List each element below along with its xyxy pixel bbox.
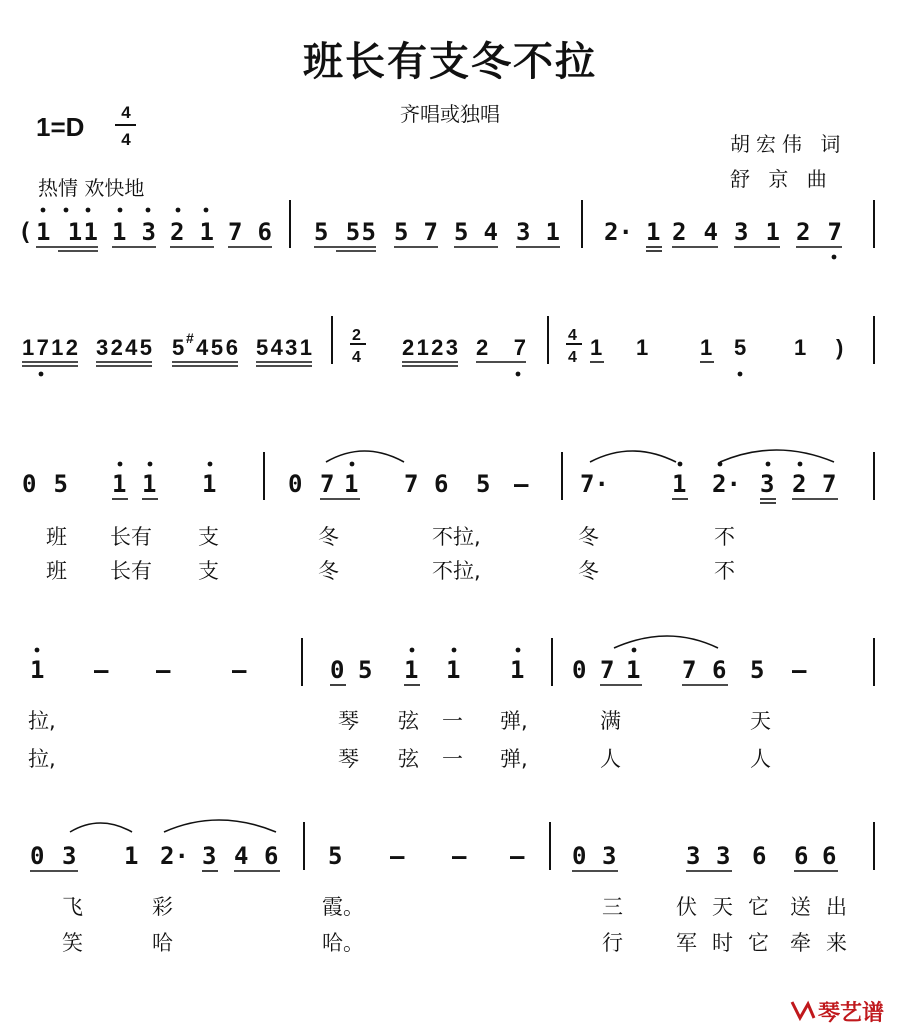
note: 3 (62, 842, 77, 870)
song-title: 班长有支冬不拉 (303, 39, 597, 85)
dash: – (156, 656, 171, 684)
note-group: 3 1 (516, 218, 560, 246)
lyric: 不拉, (432, 525, 481, 549)
note: 1 (510, 656, 525, 684)
octave-dots (118, 462, 803, 467)
dash: – (452, 842, 467, 870)
note: 3 (602, 842, 617, 870)
lyric: 弹, (500, 747, 528, 771)
note: 5 (476, 470, 491, 498)
lyric: 长有 (110, 559, 152, 583)
logo-mark-icon (792, 1002, 814, 1018)
note: 1 (590, 335, 603, 360)
note: 1 (112, 470, 127, 498)
note: 0 (572, 656, 587, 684)
note: 1 (30, 656, 45, 684)
note: 6 (264, 842, 279, 870)
note-group: 3 1 (734, 218, 780, 246)
lyric: 人 (750, 747, 771, 771)
lyric: 伏 (676, 895, 697, 919)
lyric: 不 (714, 559, 735, 583)
performance-note: 齐唱或独唱 (400, 102, 500, 126)
lyric: 三 (602, 895, 623, 919)
note: 7· (580, 470, 609, 498)
key-signature: 1=D (36, 112, 85, 142)
lyric: 冬 (578, 525, 599, 549)
note: 5 (172, 335, 185, 360)
dash: – (390, 842, 405, 870)
lyric: 拉, (28, 747, 56, 771)
underlines (36, 247, 842, 251)
note: 6 (434, 470, 449, 498)
lyric: 送 (790, 895, 811, 919)
time-signature-numerator: 4 (121, 103, 131, 122)
note-group: 2 4 (672, 218, 718, 246)
note: 1 (142, 470, 157, 498)
note: 7 (320, 470, 335, 498)
lyric: 人 (600, 747, 621, 771)
system-4 (28, 636, 874, 771)
tempo-marking: 热情 欢快地 (38, 176, 145, 200)
note: 0 (30, 842, 45, 870)
note: 1 (626, 656, 641, 684)
lyrics-verse-1 (62, 895, 847, 919)
lyric: 它 (748, 931, 769, 955)
lyric: 出 (826, 895, 847, 919)
lyric: 不拉, (432, 559, 481, 583)
note-group: 1712 (22, 335, 78, 360)
note: 1 (672, 470, 687, 498)
dash: – (510, 842, 525, 870)
note: 7 (682, 656, 697, 684)
note: 7 (600, 656, 615, 684)
lyricist-credit: 胡宏伟 词 (730, 132, 847, 156)
note: 5 (328, 842, 343, 870)
note-group: 5 7 (394, 218, 438, 246)
watermark-text: 琴艺谱 (818, 1001, 885, 1026)
note-group: 0 5 (22, 470, 68, 498)
note: 5 (750, 656, 765, 684)
note-group: 1 3 (112, 218, 156, 246)
lyric: 不 (714, 525, 735, 549)
note: 0 (572, 842, 587, 870)
lyric: 长有 (110, 525, 152, 549)
dash: – (232, 656, 247, 684)
octave-dots (39, 372, 743, 377)
sharp-sign: # (186, 330, 194, 346)
watermark-logo (792, 1000, 884, 1026)
paren-open: ( (18, 218, 33, 246)
octave-dots (35, 648, 637, 653)
time-change-denominator: 4 (352, 349, 361, 366)
note: 1 (404, 656, 419, 684)
lyric: 弦 (398, 709, 419, 733)
lyric: 哈。 (322, 931, 364, 955)
note-group: 7 6 (228, 218, 272, 246)
paren-close: ) (836, 335, 844, 360)
note: 6 (712, 656, 727, 684)
note: 3 (716, 842, 731, 870)
lyric: 彩 (152, 895, 173, 919)
note: 7 (404, 470, 419, 498)
note-group: 2· (604, 218, 633, 246)
system-1 (18, 200, 874, 259)
note: 2· (160, 842, 189, 870)
note: 3 (760, 470, 775, 498)
lyrics-verse-2 (46, 559, 735, 583)
dash: – (514, 470, 529, 498)
time-signature-denominator: 4 (121, 130, 131, 149)
time-change-denominator: 4 (568, 349, 577, 366)
note: 3 (202, 842, 217, 870)
lyric: 一 (442, 747, 463, 771)
note: 4 (234, 842, 249, 870)
note: 3 (686, 842, 701, 870)
lyrics-verse-2 (62, 931, 847, 955)
note: 6 (794, 842, 809, 870)
lyric: 班 (46, 559, 67, 583)
lyric: 哈 (152, 931, 173, 955)
note-group: 3245 (96, 335, 152, 360)
lyric: 冬 (318, 559, 339, 583)
note: 5 (734, 335, 747, 360)
lyric: 来 (826, 931, 847, 955)
lyric: 它 (748, 895, 769, 919)
lyric: 满 (600, 709, 621, 733)
lyric: 琴 (338, 747, 359, 771)
note: 1 (636, 335, 649, 360)
note: 1 (344, 470, 359, 498)
note: 1 (700, 335, 713, 360)
lyric: 笑 (62, 931, 83, 955)
lyric: 支 (198, 525, 219, 549)
note: 7 (822, 470, 837, 498)
note: 5 (358, 656, 373, 684)
note: 1 (446, 656, 461, 684)
lyrics-verse-1 (28, 709, 771, 733)
note: 1 (794, 335, 807, 360)
note: 2 (792, 470, 807, 498)
lyric: 行 (602, 931, 623, 955)
underlines (22, 362, 714, 366)
system-2 (22, 316, 874, 376)
lyric: 支 (198, 559, 219, 583)
dash: – (94, 656, 109, 684)
lyric: 冬 (318, 525, 339, 549)
lyric: 天 (712, 895, 733, 919)
note-group: 2 7 (476, 335, 526, 360)
system-5 (30, 820, 874, 871)
composer-credit: 舒 京 曲 (730, 167, 833, 191)
lyric: 弦 (398, 747, 419, 771)
lyric: 琴 (338, 709, 359, 733)
lyric: 霞。 (322, 895, 364, 919)
note: 1 (202, 470, 217, 498)
note-group: 2 1 (170, 218, 214, 246)
time-change-numerator: 2 (352, 327, 361, 344)
note-group: 2123 (402, 335, 458, 360)
lyrics-verse-1 (46, 525, 735, 549)
lyric: 拉, (28, 709, 56, 733)
time-change-numerator: 4 (568, 327, 577, 344)
slurs-and-underlines (330, 636, 728, 685)
note: 6 (822, 842, 837, 870)
lyric: 军 (676, 931, 697, 955)
note-group: 5 4 (454, 218, 498, 246)
lyric: 时 (712, 931, 733, 955)
note: 6 (752, 842, 767, 870)
lyrics-verse-2 (28, 747, 771, 771)
system-3 (22, 450, 874, 583)
lyric: 一 (442, 709, 463, 733)
note-group: 2 7 (796, 218, 842, 246)
note-group: 1 11 (36, 218, 98, 246)
lyric: 弹, (500, 709, 528, 733)
note: 2· (712, 470, 741, 498)
note: 0 (330, 656, 345, 684)
note: 1 (646, 218, 661, 246)
dash: – (792, 656, 807, 684)
note: 0 (288, 470, 303, 498)
lyric: 天 (750, 709, 771, 733)
note-group: 5 55 (314, 218, 376, 246)
lyric: 班 (46, 525, 67, 549)
note-group: 5431 (256, 335, 312, 360)
note: 1 (124, 842, 139, 870)
lyric: 飞 (62, 895, 83, 919)
note-group: 456 (196, 335, 238, 360)
lyric: 冬 (578, 559, 599, 583)
lyric: 牵 (790, 931, 811, 955)
